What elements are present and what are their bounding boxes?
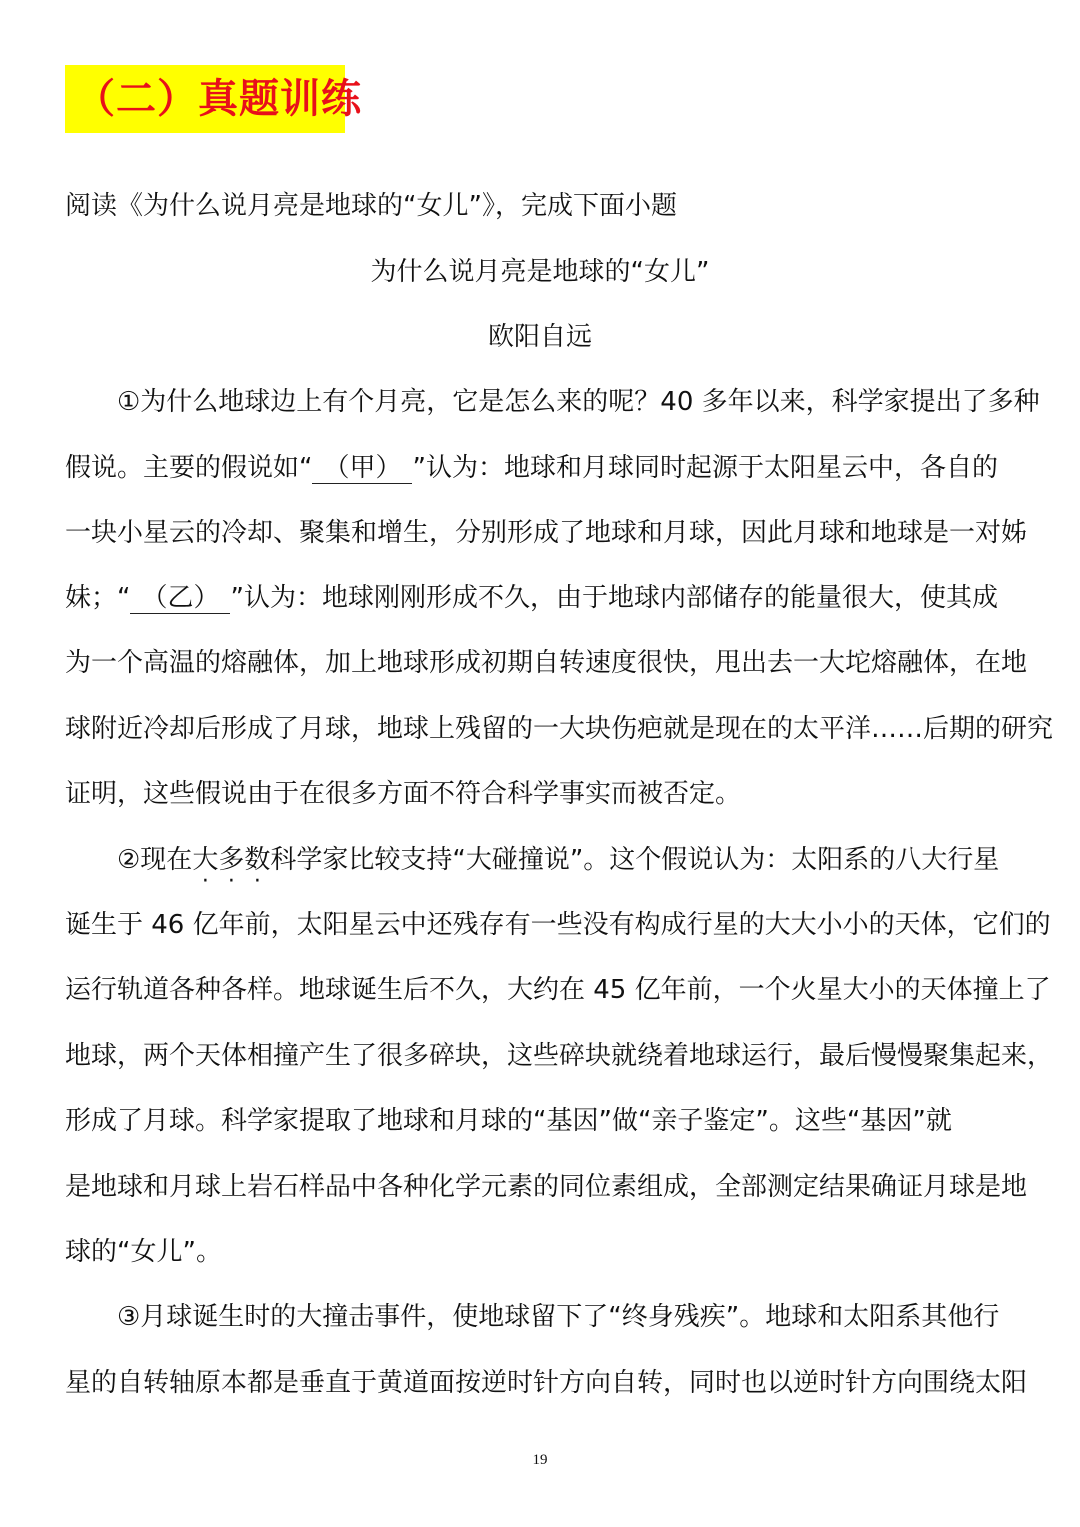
paragraph-1-line-3: 一块小星云的冷却、聚集和增生，分别形成了地球和月球，因此月球和地球是一对姊	[65, 518, 1028, 548]
blank-jia: （甲）	[312, 453, 412, 484]
page-number: 19	[532, 1452, 548, 1468]
paragraph-2-line-2: 诞生于 46 亿年前，太阳星云中还残存有一些没有构成行星的大大小小的天体，它们的	[65, 910, 1051, 940]
paragraph-1-line-1: ①为什么地球边上有个月亮，它是怎么来的呢？40 多年以来，科学家提出了多种	[117, 387, 1040, 417]
emphasis-dotted-text	[192, 845, 270, 875]
paragraph-1-line-7: 证明，这些假说由于在很多方面不符合科学事实而被否定。	[65, 779, 742, 809]
paragraph-1-line-2-start: 假说。主要的假说如“	[65, 453, 313, 483]
reading-instruction: 阅读《为什么说月亮是地球的“女儿”》，完成下面小题	[65, 191, 677, 221]
paragraph-1-line-5: 为一个高温的熔融体，加上地球形成初期自转速度很快，甩出去一大坨熔融体，在地	[65, 648, 1028, 678]
paragraph-3-line-2: 星的自转轴原本都是垂直于黄道面按逆时针方向自转，同时也以逆时针方向围绕太阳	[65, 1368, 1028, 1398]
article-title: 为什么说月亮是地球的“女儿”	[370, 257, 710, 287]
paragraph-2-line-4: 地球，两个天体相撞产生了很多碎块，这些碎块就绕着地球运行，最后慢慢聚集起来，	[65, 1041, 1054, 1071]
paragraph-2-line-6: 是地球和月球上岩石样品中各种化学元素的同位素组成，全部测定结果确证月球是地	[65, 1172, 1028, 1202]
paragraph-1-line-4	[65, 581, 998, 615]
paragraph-2-line-5: 形成了月球。科学家提取了地球和月球的“基因”做“亲子鉴定”。这些“基因”就	[65, 1106, 952, 1136]
paragraph-2-line-7: 球的“女儿”。	[65, 1237, 222, 1267]
blank-yi: （乙）	[130, 583, 230, 614]
paragraph-1-line-4-end: ”认为：地球刚刚形成不久，由于地球内部储存的能量很大，使其成	[230, 583, 998, 613]
emphasis-char-1: 大	[192, 845, 219, 875]
paragraph-3-line-1: ③月球诞生时的大撞击事件，使地球留下了“终身残疾”。地球和太阳系其他行	[117, 1302, 1000, 1332]
paragraph-1-line-4-start: 妹；“	[65, 583, 131, 613]
paragraph-1-line-6: 球附近冷却后形成了月球，地球上残留的一大块伤疤就是现在的太平洋……后期的研究	[65, 714, 1054, 744]
section-heading: （二）真题训练	[75, 76, 362, 122]
emphasis-char-2: 多	[218, 845, 245, 875]
paragraph-2-line-3: 运行轨道各种各样。地球诞生后不久，大约在 45 亿年前，一个火星大小的天体撞上了	[65, 975, 1051, 1005]
paragraph-1-line-2	[65, 451, 998, 485]
paragraph-2-line-1-start: ②现在	[117, 845, 193, 875]
paragraph-1-line-2-end: ”认为：地球和月球同时起源于太阳星云中，各自的	[412, 453, 998, 483]
article-author: 欧阳自远	[487, 322, 592, 352]
paragraph-2-line-1	[117, 843, 999, 877]
emphasis-char-3: 数	[244, 845, 271, 875]
paragraph-2-line-1-end: 科学家比较支持“大碰撞说”。这个假说认为：太阳系的八大行星	[270, 845, 1000, 875]
